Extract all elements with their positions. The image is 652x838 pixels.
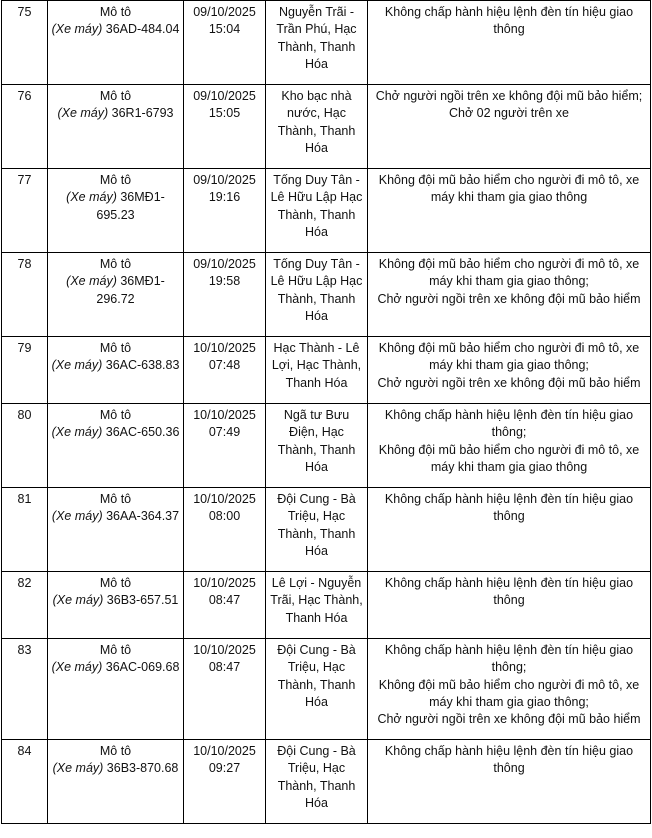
violation-date: 10/10/2025 — [193, 576, 256, 590]
violation-time: 09:27 — [208, 761, 241, 776]
license-plate: 36AC-650.36 — [105, 425, 180, 440]
violation-item: Không đội mũ bảo hiểm cho người đi mô tô, xe máy khi tham gia giao thông — [378, 173, 640, 205]
table-row — [2, 253, 651, 337]
violation-date: 10/10/2025 — [193, 744, 256, 758]
violation-time: 19:58 — [208, 274, 241, 289]
vehicle-subtype: (Xe máy) — [51, 358, 103, 373]
violation-description — [368, 572, 651, 639]
violation-location: Đội Cung - Bà Triệu, Hạc Thành, Thanh Hóa — [266, 639, 368, 740]
vehicle-subtype: (Xe máy) — [66, 274, 117, 289]
violation-time: 08:00 — [208, 509, 241, 524]
vehicle-subtype: (Xe máy) — [51, 425, 103, 440]
violation-item: Không đội mũ bảo hiểm cho người đi mô tô, xe máy khi tham gia giao thông — [378, 442, 640, 474]
row-number: 79 — [2, 337, 48, 404]
violation-item: Chở người ngồi trên xe không đội mũ bảo hiểm — [377, 712, 641, 727]
vehicle-type: Mô tô — [99, 576, 132, 590]
vehicle-type: Mô tô — [99, 173, 132, 187]
violation-date: 10/10/2025 — [193, 408, 256, 422]
vehicle-type: Mô tô — [99, 643, 132, 657]
vehicle-cell — [48, 404, 184, 488]
table-row — [2, 337, 651, 404]
table-row — [2, 169, 651, 253]
violation-item: Chở người ngồi trên xe không đội mũ bảo hiểm — [377, 375, 641, 390]
violation-item: Chở 02 người trên xe — [449, 106, 569, 121]
vehicle-cell — [48, 169, 184, 253]
violations-table — [1, 0, 651, 824]
violation-time: 07:48 — [208, 358, 241, 373]
vehicle-cell — [48, 337, 184, 404]
vehicle-subtype: (Xe máy) — [52, 761, 104, 776]
violation-date: 09/10/2025 — [193, 5, 256, 19]
row-number: 78 — [2, 253, 48, 337]
table-row — [2, 85, 651, 169]
license-plate: 36AC-638.83 — [105, 358, 180, 373]
license-plate: 36AC-069.68 — [105, 660, 180, 675]
vehicle-cell — [48, 488, 184, 572]
violation-item: Không đội mũ bảo hiểm cho người đi mô tô, xe máy khi tham gia giao thông; — [378, 677, 640, 709]
datetime-cell — [184, 639, 266, 740]
violation-description — [368, 404, 651, 488]
row-number: 80 — [2, 404, 48, 488]
table-row — [2, 488, 651, 572]
violation-date: 09/10/2025 — [193, 173, 256, 187]
datetime-cell — [184, 1, 266, 85]
violation-location: Lê Lợi - Nguyễn Trãi, Hạc Thành, Thanh Hóa — [266, 572, 368, 639]
row-number: 84 — [2, 740, 48, 824]
vehicle-type: Mô tô — [99, 5, 132, 19]
vehicle-cell — [48, 1, 184, 85]
violation-item: Không chấp hành hiệu lệnh đèn tín hiệu giao thông; — [384, 408, 634, 440]
datetime-cell — [184, 85, 266, 169]
violation-item: Không đội mũ bảo hiểm cho người đi mô tô, xe máy khi tham gia giao thông; — [378, 257, 640, 289]
vehicle-subtype: (Xe máy) — [57, 106, 109, 121]
vehicle-cell — [48, 639, 184, 740]
vehicle-subtype: (Xe máy) — [51, 509, 103, 524]
violation-location: Đội Cung - Bà Triệu, Hạc Thành, Thanh Hóa — [266, 740, 368, 824]
violation-item: Không chấp hành hiệu lệnh đèn tín hiệu giao thông — [384, 744, 634, 776]
vehicle-plate-line — [51, 508, 180, 525]
license-plate: 36MĐ1-296.72 — [96, 274, 165, 306]
table-row — [2, 740, 651, 824]
vehicle-subtype: (Xe máy) — [51, 22, 103, 37]
vehicle-plate-line — [51, 105, 180, 122]
license-plate: 36AA-364.37 — [106, 509, 180, 524]
row-number: 83 — [2, 639, 48, 740]
datetime-cell — [184, 572, 266, 639]
row-number: 82 — [2, 572, 48, 639]
violation-item: Không đội mũ bảo hiểm cho người đi mô tô, xe máy khi tham gia giao thông; — [378, 341, 640, 373]
datetime-cell — [184, 404, 266, 488]
table-row — [2, 1, 651, 85]
row-number: 77 — [2, 169, 48, 253]
vehicle-plate-line — [51, 760, 180, 777]
violation-description — [368, 253, 651, 337]
vehicle-cell — [48, 740, 184, 824]
violation-item: Không chấp hành hiệu lệnh đèn tín hiệu giao thông — [384, 492, 634, 524]
violation-date: 09/10/2025 — [193, 257, 256, 271]
violation-description — [368, 639, 651, 740]
vehicle-subtype: (Xe máy) — [51, 660, 103, 675]
vehicle-type: Mô tô — [99, 408, 132, 422]
violation-description — [368, 488, 651, 572]
vehicle-type: Mô tô — [99, 492, 132, 506]
violation-date: 09/10/2025 — [193, 89, 256, 103]
violation-description — [368, 1, 651, 85]
vehicle-plate-line — [51, 424, 180, 441]
table-row — [2, 404, 651, 488]
vehicle-cell — [48, 253, 184, 337]
violation-time: 07:49 — [208, 425, 241, 440]
violation-location: Kho bạc nhà nước, Hạc Thành, Thanh Hóa — [266, 85, 368, 169]
vehicle-cell — [48, 85, 184, 169]
violation-description — [368, 85, 651, 169]
datetime-cell — [184, 740, 266, 824]
violation-location: Tống Duy Tân - Lê Hữu Lập Hạc Thành, Thanh Hóa — [266, 253, 368, 337]
violation-date: 10/10/2025 — [193, 643, 256, 657]
vehicle-plate-line — [51, 357, 180, 374]
vehicle-type: Mô tô — [99, 341, 132, 355]
license-plate: 36AD-484.04 — [105, 22, 180, 37]
violation-date: 10/10/2025 — [193, 492, 256, 506]
vehicle-plate-line — [51, 592, 180, 609]
license-plate: 36R1-6793 — [111, 106, 174, 121]
vehicle-subtype: (Xe máy) — [52, 593, 104, 608]
violation-location: Đội Cung - Bà Triệu, Hạc Thành, Thanh Hóa — [266, 488, 368, 572]
violation-time: 19:16 — [208, 190, 241, 205]
row-number: 75 — [2, 1, 48, 85]
violations-table-body — [2, 1, 651, 824]
vehicle-type: Mô tô — [99, 89, 132, 103]
violation-time: 15:05 — [208, 106, 241, 121]
violation-item: Chở người ngồi trên xe không đội mũ bảo hiểm; — [375, 89, 643, 103]
violation-description — [368, 337, 651, 404]
table-row — [2, 639, 651, 740]
row-number: 81 — [2, 488, 48, 572]
violation-time: 08:47 — [208, 593, 241, 608]
violation-item: Không chấp hành hiệu lệnh đèn tín hiệu giao thông; — [384, 643, 634, 675]
vehicle-plate-line — [51, 273, 180, 308]
license-plate: 36B3-870.68 — [106, 761, 179, 776]
violation-description — [368, 740, 651, 824]
datetime-cell — [184, 253, 266, 337]
vehicle-plate-line — [51, 659, 180, 676]
violation-location: Hạc Thành - Lê Lợi, Hạc Thành, Thanh Hóa — [266, 337, 368, 404]
datetime-cell — [184, 337, 266, 404]
violation-item: Không chấp hành hiệu lệnh đèn tín hiệu giao thông — [384, 5, 634, 37]
violation-item: Không chấp hành hiệu lệnh đèn tín hiệu giao thông — [384, 576, 634, 608]
violation-description — [368, 169, 651, 253]
vehicle-type: Mô tô — [99, 744, 132, 758]
violation-location: Tống Duy Tân - Lê Hữu Lập Hạc Thành, Thanh Hóa — [266, 169, 368, 253]
license-plate: 36B3-657.51 — [106, 593, 179, 608]
violation-location: Nguyễn Trãi - Trần Phú, Hạc Thành, Thanh Hóa — [266, 1, 368, 85]
violation-location: Ngã tư Bưu Điện, Hạc Thành, Thanh Hóa — [266, 404, 368, 488]
violation-item: Chở người ngồi trên xe không đội mũ bảo hiểm — [377, 291, 641, 306]
vehicle-type: Mô tô — [99, 257, 132, 271]
table-row — [2, 572, 651, 639]
license-plate: 36MĐ1-695.23 — [96, 190, 165, 222]
row-number: 76 — [2, 85, 48, 169]
vehicle-cell — [48, 572, 184, 639]
vehicle-plate-line — [51, 189, 180, 224]
violation-time: 15:04 — [208, 22, 241, 37]
vehicle-subtype: (Xe máy) — [66, 190, 117, 205]
datetime-cell — [184, 488, 266, 572]
violation-time: 08:47 — [208, 660, 241, 675]
violation-date: 10/10/2025 — [193, 341, 256, 355]
datetime-cell — [184, 169, 266, 253]
vehicle-plate-line — [51, 21, 180, 38]
